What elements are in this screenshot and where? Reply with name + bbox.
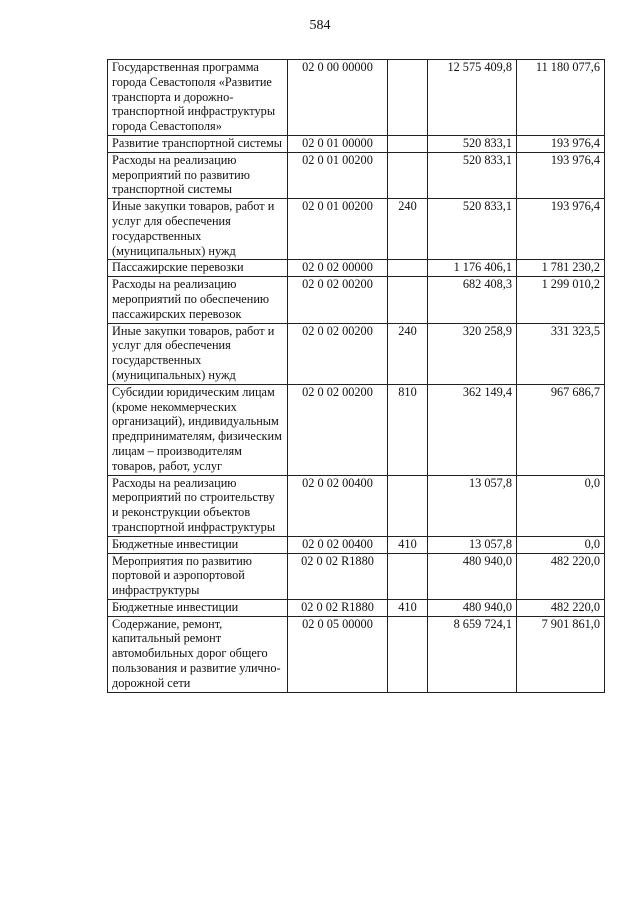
table-row [108, 152, 605, 198]
row-sum-1-cell: 520 833,1 [428, 199, 517, 260]
row-name-cell: Расходы на реализацию мероприятий по развитию транспортной системы [108, 152, 288, 198]
table-row [108, 60, 605, 136]
row-name-cell: Иные закупки товаров, работ и услуг для обеспечения государственных (муниципальных) нужд [108, 323, 288, 384]
row-vr-cell [388, 616, 428, 692]
table-row [108, 599, 605, 616]
table-row [108, 475, 605, 536]
budget-table [107, 59, 605, 693]
row-csr-cell: 02 0 02 R1880 [288, 553, 388, 599]
row-vr-cell: 410 [388, 536, 428, 553]
row-vr-cell [388, 260, 428, 277]
row-sum-2-cell: 482 220,0 [517, 553, 605, 599]
row-vr-cell: 240 [388, 199, 428, 260]
row-sum-2-cell: 331 323,5 [517, 323, 605, 384]
row-sum-1-cell: 13 057,8 [428, 475, 517, 536]
table-row [108, 384, 605, 475]
row-name-cell: Пассажирские перевозки [108, 260, 288, 277]
table-row [108, 199, 605, 260]
row-sum-1-cell: 682 408,3 [428, 277, 517, 323]
row-sum-1-cell: 1 176 406,1 [428, 260, 517, 277]
row-csr-cell: 02 0 00 00000 [288, 60, 388, 136]
row-name-cell: Мероприятия по развитию портовой и аэропортовой инфраструктуры [108, 553, 288, 599]
row-csr-cell: 02 0 02 R1880 [288, 599, 388, 616]
row-csr-cell: 02 0 02 00200 [288, 323, 388, 384]
row-sum-1-cell: 520 833,1 [428, 152, 517, 198]
row-csr-cell: 02 0 01 00200 [288, 152, 388, 198]
row-vr-cell: 810 [388, 384, 428, 475]
row-name-cell: Содержание, ремонт, капитальный ремонт автомобильных дорог общего пользования и развитие улично-дорожной сети [108, 616, 288, 692]
row-vr-cell [388, 277, 428, 323]
row-csr-cell: 02 0 02 00200 [288, 384, 388, 475]
row-vr-cell [388, 60, 428, 136]
row-vr-cell: 410 [388, 599, 428, 616]
row-sum-2-cell: 193 976,4 [517, 135, 605, 152]
row-sum-2-cell: 0,0 [517, 536, 605, 553]
row-sum-2-cell: 0,0 [517, 475, 605, 536]
row-csr-cell: 02 0 02 00400 [288, 475, 388, 536]
row-vr-cell [388, 135, 428, 152]
row-sum-2-cell: 1 781 230,2 [517, 260, 605, 277]
row-csr-cell: 02 0 02 00000 [288, 260, 388, 277]
row-sum-1-cell: 8 659 724,1 [428, 616, 517, 692]
row-sum-1-cell: 480 940,0 [428, 599, 517, 616]
row-name-cell: Развитие транспортной системы [108, 135, 288, 152]
row-vr-cell [388, 475, 428, 536]
table-row [108, 553, 605, 599]
row-sum-1-cell: 480 940,0 [428, 553, 517, 599]
row-sum-1-cell: 520 833,1 [428, 135, 517, 152]
table-row [108, 135, 605, 152]
row-csr-cell: 02 0 02 00400 [288, 536, 388, 553]
row-sum-1-cell: 320 258,9 [428, 323, 517, 384]
row-vr-cell [388, 553, 428, 599]
row-csr-cell: 02 0 01 00200 [288, 199, 388, 260]
row-sum-2-cell: 1 299 010,2 [517, 277, 605, 323]
row-name-cell: Иные закупки товаров, работ и услуг для обеспечения государственных (муниципальных) нужд [108, 199, 288, 260]
row-name-cell: Расходы на реализацию мероприятий по строительству и реконструкции объектов транспортной инфраструктуры [108, 475, 288, 536]
row-sum-1-cell: 362 149,4 [428, 384, 517, 475]
table-row [108, 616, 605, 692]
row-sum-2-cell: 193 976,4 [517, 199, 605, 260]
row-name-cell: Бюджетные инвестиции [108, 536, 288, 553]
table-row [108, 277, 605, 323]
page-number: 584 [309, 18, 331, 33]
row-sum-2-cell: 482 220,0 [517, 599, 605, 616]
row-vr-cell: 240 [388, 323, 428, 384]
row-sum-1-cell: 12 575 409,8 [428, 60, 517, 136]
row-name-cell: Субсидии юридическим лицам (кроме некоммерческих организаций), индивидуальным предпринимателям, физическим лицам – производителям товаров, работ, услуг [108, 384, 288, 475]
table-row [108, 536, 605, 553]
row-sum-2-cell: 11 180 077,6 [517, 60, 605, 136]
row-csr-cell: 02 0 05 00000 [288, 616, 388, 692]
row-sum-2-cell: 193 976,4 [517, 152, 605, 198]
row-name-cell: Бюджетные инвестиции [108, 599, 288, 616]
row-sum-1-cell: 13 057,8 [428, 536, 517, 553]
table-row [108, 260, 605, 277]
row-name-cell: Государственная программа города Севастополя «Развитие транспорта и дорожно-транспортной инфраструктуры города Севастополя» [108, 60, 288, 136]
table-row [108, 323, 605, 384]
row-vr-cell [388, 152, 428, 198]
row-name-cell: Расходы на реализацию мероприятий по обеспечению пассажирских перевозок [108, 277, 288, 323]
row-sum-2-cell: 967 686,7 [517, 384, 605, 475]
row-csr-cell: 02 0 01 00000 [288, 135, 388, 152]
row-csr-cell: 02 0 02 00200 [288, 277, 388, 323]
budget-table-body [108, 60, 605, 693]
row-sum-2-cell: 7 901 861,0 [517, 616, 605, 692]
